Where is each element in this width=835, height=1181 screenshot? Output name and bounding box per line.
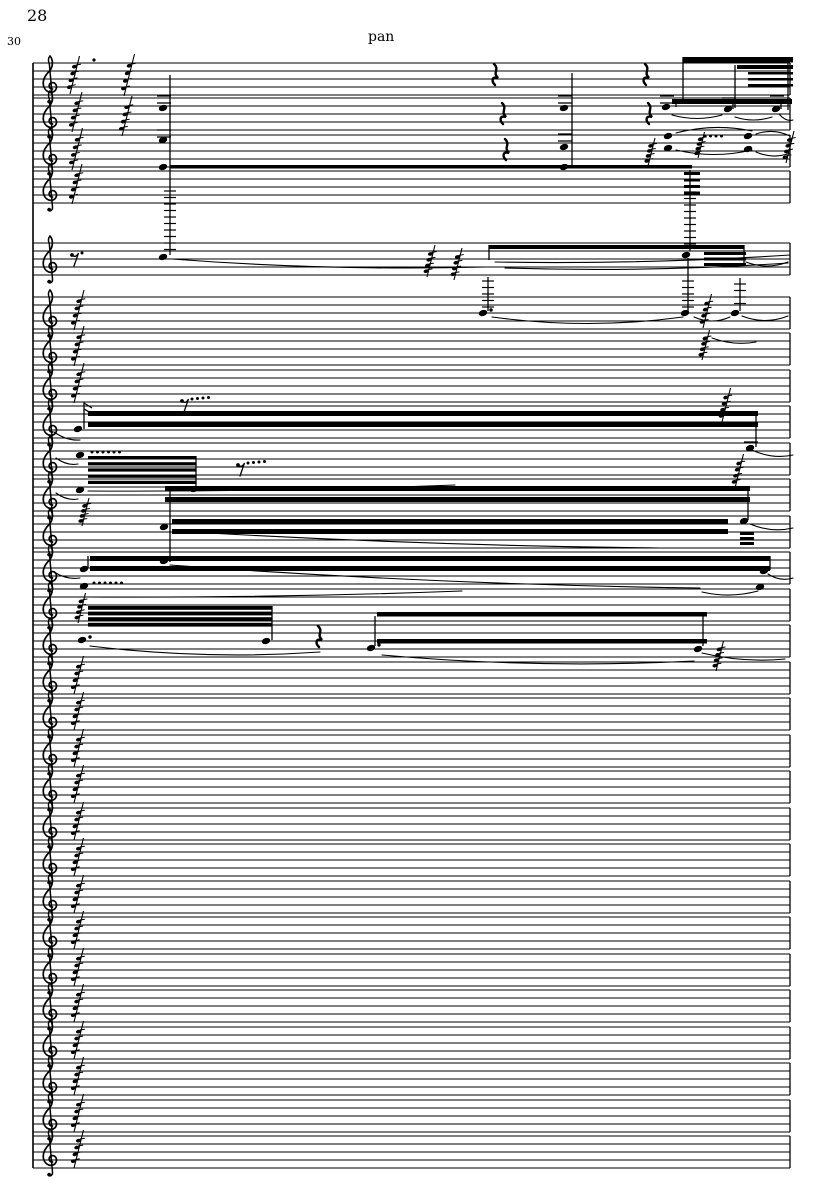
score-annotation-pan: pan — [368, 29, 395, 45]
page-number: 28 — [27, 6, 48, 25]
measure-number: 30 — [7, 35, 21, 48]
